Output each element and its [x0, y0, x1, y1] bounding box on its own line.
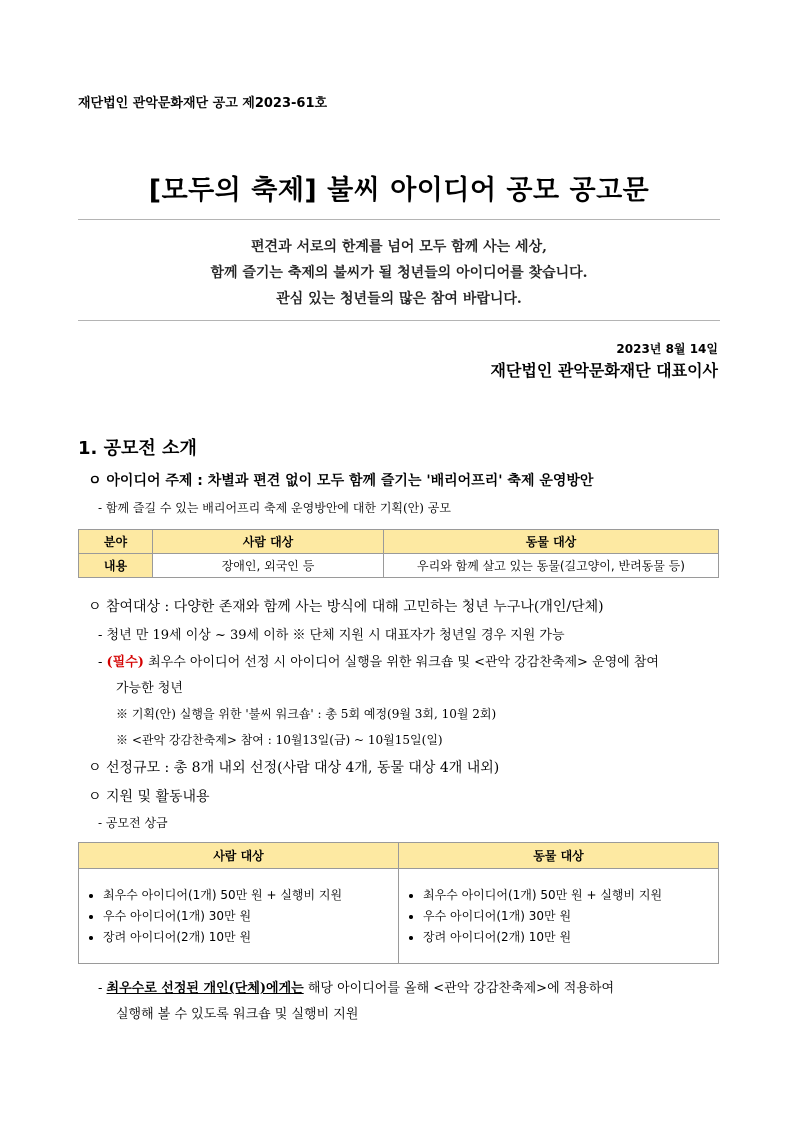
intro-line-2: 함께 즐기는 축제의 불씨가 될 청년들의 아이디어를 찾습니다.: [210, 265, 588, 281]
field-table: [78, 529, 719, 578]
field-table-row-label: 내용: [79, 554, 153, 578]
theme-label: 아이디어 주제 : 차별과 편견 없이 모두 함께 즐기는 '배리어프리' 축제 운영방안: [106, 473, 594, 489]
winner-emphasis: 최우수로 선정된 개인(단체)에게는: [106, 981, 304, 996]
circle-bullet: ㅇ: [88, 473, 102, 489]
list-item: • 우수 아이디어(1개) 30만 원: [423, 906, 718, 927]
required-line-cont: 가능한 청년: [116, 681, 183, 696]
page-title: [모두의 축제] 불씨 아이디어 공모 공고문: [148, 175, 650, 206]
age-rule-line: - 청년 만 19세 이상 ~ 39세 이하 ※ 단체 지원 시 대표자가 청년일 경우 지원 가능: [98, 628, 565, 643]
note-festival: ※ <관악 강감찬축제> 참여 : 10월13일(금) ~ 10월15일(일): [116, 733, 443, 747]
required-tag: (필수): [106, 655, 144, 670]
intro-line-3: 관심 있는 청년들의 많은 참여 바랍니다.: [276, 291, 522, 307]
winner-line: - 최우수로 선정된 개인(단체)에게는 해당 아이디어를 올해 <관악 강감찬축제>에 적용하여: [98, 981, 615, 996]
field-table-corner: 분야: [79, 530, 153, 554]
prize-people-cell: [79, 869, 399, 964]
intro-line-1: 편견과 서로의 한계를 넘어 모두 함께 사는 세상,: [251, 239, 547, 255]
prize-animals-list: [399, 885, 718, 948]
field-table-head-people: 사람 대상: [153, 530, 384, 554]
intro-block: [78, 234, 720, 312]
list-item: • 장려 아이디어(2개) 10만 원: [103, 927, 398, 948]
field-table-people-value: 장애인, 외국인 등: [153, 554, 384, 578]
field-table-head-animals: 동물 대상: [384, 530, 719, 554]
issuer-name: 재단법인 관악문화재단 대표이사: [490, 361, 718, 380]
divider-top: [78, 219, 720, 220]
issue-date: 2023년 8월 14일: [616, 342, 718, 356]
field-table-animals-value: 우리와 함께 살고 있는 동물(길고양이, 반려동물 등): [384, 554, 719, 578]
prize-head-animals: 동물 대상: [399, 843, 719, 869]
eligibility-line: ㅇ 참여대상 : 다양한 존재와 함께 사는 방식에 대해 고민하는 청년 누구나(개인/단체): [88, 599, 604, 615]
support-line: ㅇ 지원 및 활동내용: [88, 789, 210, 805]
list-item: • 최우수 아이디어(1개) 50만 원 + 실행비 지원: [103, 885, 398, 906]
prize-label: - 공모전 상금: [98, 816, 168, 830]
notice-number: 재단법인 관악문화재단 공고 제2023-61호: [78, 96, 328, 111]
winner-line-cont: 실행해 볼 수 있도록 워크숍 및 실행비 지원: [116, 1007, 359, 1022]
prize-animals-cell: [399, 869, 719, 964]
divider-bottom: [78, 320, 720, 321]
prize-people-list: [79, 885, 398, 948]
section-title: 1. 공모전 소개: [78, 438, 197, 459]
prize-head-people: 사람 대상: [79, 843, 399, 869]
list-item: • 최우수 아이디어(1개) 50만 원 + 실행비 지원: [423, 885, 718, 906]
note-workshop: ※ 기획(안) 실행을 위한 '불씨 워크숍' : 총 5회 예정(9월 3회, 10월 2회): [116, 707, 497, 721]
prize-table: [78, 842, 719, 964]
required-line: - (필수) 최우수 아이디어 선정 시 아이디어 실행을 위한 워크숍 및 <관악 강감찬축제> 운영에 참여: [98, 655, 659, 670]
theme-line: [88, 470, 593, 490]
theme-description: - 함께 즐길 수 있는 배리어프리 축제 운영방안에 대한 기획(안) 공모: [98, 501, 451, 515]
list-item: • 우수 아이디어(1개) 30만 원: [103, 906, 398, 927]
selection-line: ㅇ 선정규모 : 총 8개 내외 선정(사람 대상 4개, 동물 대상 4개 내외): [88, 760, 500, 776]
list-item: • 장려 아이디어(2개) 10만 원: [423, 927, 718, 948]
